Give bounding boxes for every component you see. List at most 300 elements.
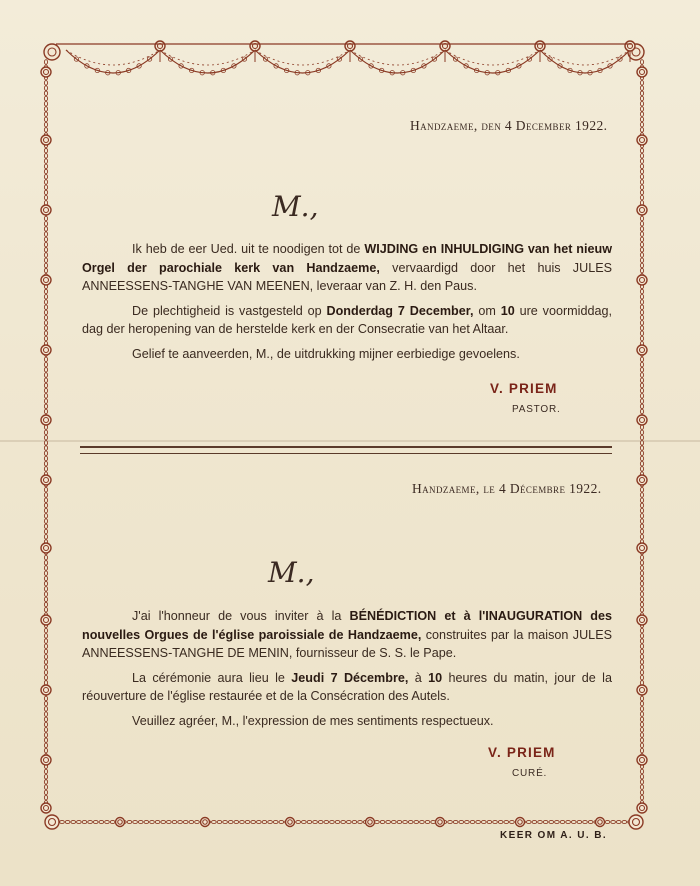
bottom-border-bead — [223, 820, 228, 823]
garland-beads — [445, 50, 540, 65]
bottom-border-bead — [313, 820, 318, 823]
left-border-bead — [44, 101, 47, 106]
french-p2-hour: 10 — [428, 670, 443, 685]
bottom-border-bead — [93, 820, 98, 823]
right-border-bead — [640, 696, 643, 701]
left-border-bead — [44, 712, 47, 717]
left-border-bead — [44, 665, 47, 670]
bottom-border-bead — [279, 820, 284, 823]
bottom-border-bead — [296, 820, 301, 823]
bottom-border-bead — [408, 820, 413, 823]
left-border-bead — [44, 107, 47, 112]
right-border-bead — [640, 566, 643, 571]
bottom-rose — [366, 818, 375, 827]
left-rose — [41, 755, 51, 765]
left-border-bead — [44, 357, 47, 362]
right-border-bead — [640, 581, 643, 586]
left-border-bead — [44, 86, 47, 91]
left-border-bead — [44, 639, 47, 644]
right-border-bead — [640, 86, 643, 91]
left-border-bead — [44, 529, 47, 534]
right-border-bead — [640, 315, 643, 320]
bottom-border-bead — [392, 820, 397, 823]
left-border-bead — [44, 628, 47, 633]
bottom-border-bead — [583, 820, 588, 823]
left-border-bead — [44, 388, 47, 393]
bottom-border-bead — [577, 820, 582, 823]
left-border-bead — [44, 576, 47, 581]
bottom-border-bead — [65, 820, 70, 823]
left-rose — [41, 67, 51, 77]
right-border-bead — [640, 112, 643, 117]
garland-knot — [250, 41, 260, 51]
dutch-date: Handzaeme, den 4 December 1922. — [410, 118, 608, 133]
dutch-paragraph-2 — [82, 302, 612, 339]
dutch-p2-text-mid: om — [473, 303, 501, 318]
bottom-border-bead — [504, 820, 509, 823]
left-border-bead — [44, 487, 47, 492]
right-border-bead — [640, 524, 643, 529]
bottom-border-bead — [498, 820, 503, 823]
right-border-bead — [640, 493, 643, 498]
left-border-bead — [44, 394, 47, 399]
right-border-bead — [640, 154, 643, 159]
right-border-bead — [640, 174, 643, 179]
left-rose — [41, 205, 51, 215]
bottom-border-bead — [358, 820, 363, 823]
bottom-border-bead — [380, 820, 385, 823]
right-rose — [637, 205, 647, 215]
right-border-bead — [640, 227, 643, 232]
right-rose — [637, 803, 647, 813]
right-rose — [637, 475, 647, 485]
dutch-p2-text: De plechtigheid is vastgesteld op — [132, 303, 327, 318]
left-border-bead — [44, 373, 47, 378]
right-border-bead — [640, 148, 643, 153]
left-border-bead — [44, 748, 47, 753]
left-rose — [41, 275, 51, 285]
right-border-bead — [640, 654, 643, 659]
right-border-bead — [640, 597, 643, 602]
left-border-bead — [44, 670, 47, 675]
bottom-border-bead — [510, 820, 515, 823]
bottom-border-bead — [82, 820, 87, 823]
bottom-border-bead — [549, 820, 554, 823]
left-border-bead — [44, 91, 47, 96]
bottom-border-bead — [481, 820, 486, 823]
dutch-salutation: M., — [272, 190, 319, 223]
left-border-bead — [44, 649, 47, 654]
bottom-border-bead — [228, 820, 233, 823]
french-date: Handzaeme, le 4 Décembre 1922. — [412, 481, 602, 496]
bottom-border-bead — [133, 820, 138, 823]
right-border-bead — [640, 388, 643, 393]
right-border-bead — [640, 195, 643, 200]
left-border-bead — [44, 336, 47, 341]
left-border-bead — [44, 508, 47, 513]
right-border-bead — [640, 101, 643, 106]
left-border-bead — [44, 555, 47, 560]
right-border-bead — [640, 717, 643, 722]
bottom-border-bead — [144, 820, 149, 823]
left-border-bead — [44, 727, 47, 732]
french-paragraph-2 — [82, 669, 612, 706]
left-border-bead — [44, 154, 47, 159]
right-border-bead — [640, 91, 643, 96]
bottom-border-bead — [240, 820, 245, 823]
left-rose — [41, 475, 51, 485]
right-border-bead — [640, 644, 643, 649]
left-border-bead — [44, 96, 47, 101]
bottom-border-bead — [431, 820, 436, 823]
bottom-border-bead — [605, 820, 610, 823]
left-rose — [41, 685, 51, 695]
bottom-border-bead — [335, 820, 340, 823]
garland-knot — [535, 41, 545, 51]
right-border-bead — [640, 790, 643, 795]
left-border-bead — [44, 634, 47, 639]
bottom-rose — [436, 818, 445, 827]
left-border-bead — [44, 790, 47, 795]
bottom-border-bead — [302, 820, 307, 823]
left-border-bead — [44, 258, 47, 263]
left-border-bead — [44, 707, 47, 712]
bottom-border-bead — [347, 820, 352, 823]
bottom-border-bead — [476, 820, 481, 823]
right-border-bead — [640, 555, 643, 560]
left-border-bead — [44, 534, 47, 539]
right-border-bead — [640, 60, 643, 65]
left-border-bead — [44, 310, 47, 315]
bottom-border-bead — [71, 820, 76, 823]
french-salutation: M., — [268, 556, 315, 589]
left-border-bead — [44, 566, 47, 571]
bottom-border-bead — [543, 820, 548, 823]
bottom-border-bead — [318, 820, 323, 823]
bottom-border-bead — [375, 820, 380, 823]
french-p2-text-end: heures du matin, jour de la réouverture de l'église restaurée et de la Consécration des Autels. — [82, 670, 612, 703]
left-rose — [41, 135, 51, 145]
left-border-bead — [44, 524, 47, 529]
french-p1-text-end: construites par la maison JULES ANNEESSENS-TANGHE DE MENIN, fournisseur de S. S. le Pape. — [82, 627, 612, 660]
dutch-signature: V. PRIEM — [490, 381, 558, 396]
left-border-bead — [44, 519, 47, 524]
right-border-bead — [640, 128, 643, 133]
right-border-bead — [640, 446, 643, 451]
left-border-bead — [44, 263, 47, 268]
bottom-rose — [516, 818, 525, 827]
bottom-border-bead — [268, 820, 273, 823]
right-border-bead — [640, 378, 643, 383]
right-border-bead — [640, 300, 643, 305]
right-border-bead — [640, 748, 643, 753]
left-border-bead — [44, 430, 47, 435]
left-border-bead — [44, 607, 47, 612]
french-paragraph-1 — [82, 607, 612, 663]
bottom-border-bead — [105, 820, 110, 823]
right-border-bead — [640, 602, 643, 607]
left-border-bead — [44, 81, 47, 86]
right-border-bead — [640, 232, 643, 237]
garland-beads — [66, 50, 160, 65]
right-border-bead — [640, 258, 643, 263]
right-border-bead — [640, 722, 643, 727]
bottom-border-bead — [127, 820, 132, 823]
right-border-bead — [640, 780, 643, 785]
left-border-bead — [44, 315, 47, 320]
right-rose — [637, 615, 647, 625]
right-border-bead — [640, 107, 643, 112]
right-border-bead — [640, 534, 643, 539]
left-border-bead — [44, 174, 47, 179]
left-border-bead — [44, 592, 47, 597]
bottom-border-bead — [183, 820, 188, 823]
garland-beads — [540, 50, 630, 65]
right-border-bead — [640, 435, 643, 440]
left-border-bead — [44, 294, 47, 299]
left-border-bead — [44, 675, 47, 680]
bottom-border-bead — [403, 820, 408, 823]
dutch-p2-date: Donderdag 7 December, — [326, 303, 474, 318]
bottom-border-bead — [172, 820, 177, 823]
right-rose — [637, 275, 647, 285]
right-border-bead — [640, 774, 643, 779]
right-border-bead — [640, 373, 643, 378]
left-border-bead — [44, 561, 47, 566]
left-border-bead — [44, 701, 47, 706]
right-border-bead — [640, 587, 643, 592]
bottom-border-bead — [330, 820, 335, 823]
right-border-bead — [640, 237, 643, 242]
left-border-bead — [44, 248, 47, 253]
bottom-border-bead — [212, 820, 217, 823]
left-border-bead — [44, 597, 47, 602]
left-border-bead — [44, 738, 47, 743]
right-border-bead — [640, 180, 643, 185]
right-rose — [637, 685, 647, 695]
left-border-bead — [44, 774, 47, 779]
right-border-bead — [640, 576, 643, 581]
bottom-border-bead — [273, 820, 278, 823]
bottom-border-bead — [307, 820, 312, 823]
french-p2-text-mid: à — [408, 670, 429, 685]
section-divider — [80, 446, 612, 454]
left-border-bead — [44, 180, 47, 185]
dutch-paragraph-1 — [82, 240, 612, 296]
right-border-bead — [640, 399, 643, 404]
left-border-bead — [44, 195, 47, 200]
left-border-bead — [44, 227, 47, 232]
left-border-bead — [44, 441, 47, 446]
french-p2-date: Jeudi 7 Décembre, — [291, 670, 409, 685]
bottom-border-bead — [178, 820, 183, 823]
bottom-border-bead — [414, 820, 419, 823]
left-border-bead — [44, 399, 47, 404]
right-border-bead — [640, 326, 643, 331]
bottom-border-bead — [622, 820, 627, 823]
left-border-bead — [44, 722, 47, 727]
left-border-bead — [44, 456, 47, 461]
right-border-bead — [640, 738, 643, 743]
right-rose — [637, 67, 647, 77]
right-border-bead — [640, 649, 643, 654]
right-rose — [637, 543, 647, 553]
right-border-bead — [640, 660, 643, 665]
right-border-bead — [640, 607, 643, 612]
right-border-bead — [640, 733, 643, 738]
right-border-bead — [640, 769, 643, 774]
dutch-p1-text: Ik heb de eer Ued. uit te noodigen tot de — [132, 242, 365, 256]
left-border-bead — [44, 795, 47, 800]
left-border-bead — [44, 571, 47, 576]
garland-swag — [66, 50, 160, 73]
garland-swag — [350, 50, 445, 73]
bottom-border-bead — [560, 820, 565, 823]
left-border-bead — [44, 232, 47, 237]
bottom-border-bead — [99, 820, 104, 823]
bottom-border-bead — [138, 820, 143, 823]
bottom-border-bead — [352, 820, 357, 823]
bottom-border-bead — [167, 820, 172, 823]
right-border-bead — [640, 248, 643, 253]
garland-knot — [625, 41, 635, 51]
bottom-border-bead — [155, 820, 160, 823]
left-border-bead — [44, 493, 47, 498]
right-border-bead — [640, 242, 643, 247]
right-border-bead — [640, 159, 643, 164]
left-border-bead — [44, 409, 47, 414]
bottom-border-bead — [611, 820, 616, 823]
right-border-bead — [640, 592, 643, 597]
bottom-border-bead — [234, 820, 239, 823]
left-border-bead — [44, 60, 47, 65]
garland-swag — [540, 50, 630, 73]
left-border-bead — [44, 602, 47, 607]
garland-knot — [345, 41, 355, 51]
left-border-bead — [44, 289, 47, 294]
right-border-bead — [640, 701, 643, 706]
right-border-bead — [640, 305, 643, 310]
left-border-bead — [44, 451, 47, 456]
right-rose — [637, 755, 647, 765]
right-border-bead — [640, 503, 643, 508]
bottom-border-bead — [566, 820, 571, 823]
left-border-bead — [44, 654, 47, 659]
left-border-bead — [44, 514, 47, 519]
bottom-border-bead — [195, 820, 200, 823]
right-border-bead — [640, 409, 643, 414]
right-border-bead — [640, 785, 643, 790]
bottom-border-bead — [459, 820, 464, 823]
dutch-p1-text-end: vervaardigd door het huis JULES ANNEESSENS-TANGHE VAN MEENEN, leveraar van Z. H. den Paus. — [82, 260, 612, 293]
left-border-bead — [44, 498, 47, 503]
left-border-bead — [44, 378, 47, 383]
left-border-bead — [44, 733, 47, 738]
left-border-bead — [44, 190, 47, 195]
left-border-bead — [44, 216, 47, 221]
garland-swag — [445, 50, 540, 73]
right-border-bead — [640, 743, 643, 748]
bottom-border-bead — [448, 820, 453, 823]
right-border-bead — [640, 795, 643, 800]
bottom-border-bead — [555, 820, 560, 823]
left-rose — [41, 345, 51, 355]
french-signature: V. PRIEM — [488, 745, 556, 760]
bottom-border-bead — [110, 820, 115, 823]
right-border-bead — [640, 628, 643, 633]
bottom-border-bead — [532, 820, 537, 823]
right-border-bead — [640, 712, 643, 717]
bottom-border-bead — [150, 820, 155, 823]
bottom-border-bead — [588, 820, 593, 823]
right-border-bead — [640, 321, 643, 326]
left-border-bead — [44, 362, 47, 367]
right-border-bead — [640, 461, 643, 466]
corner-rose-top-left — [44, 44, 60, 60]
right-border-bead — [640, 367, 643, 372]
left-border-bead — [44, 169, 47, 174]
right-border-bead — [640, 561, 643, 566]
right-border-bead — [640, 639, 643, 644]
right-border-bead — [640, 253, 643, 258]
left-border-bead — [44, 717, 47, 722]
left-border-bead — [44, 148, 47, 153]
garland-knot — [155, 41, 165, 51]
right-border-bead — [640, 508, 643, 513]
left-border-bead — [44, 587, 47, 592]
left-border-bead — [44, 326, 47, 331]
right-border-bead — [640, 514, 643, 519]
right-border-bead — [640, 185, 643, 190]
bottom-border-bead — [88, 820, 93, 823]
french-body — [82, 607, 612, 736]
bottom-border-bead — [526, 820, 531, 823]
garland-swag — [255, 50, 350, 73]
right-border-bead — [640, 456, 643, 461]
turn-over-note: KEER OM A. U. B. — [500, 830, 608, 841]
corner-rose-bottom-right — [629, 815, 643, 829]
bottom-rose — [201, 818, 210, 827]
french-paragraph-3: Veuillez agréer, M., l'expression de mes sentiments respectueux. — [132, 713, 494, 728]
dutch-p2-hour: 10 — [500, 303, 515, 318]
bottom-border-bead — [324, 820, 329, 823]
bottom-border-bead — [386, 820, 391, 823]
right-border-bead — [640, 117, 643, 122]
right-border-bead — [640, 169, 643, 174]
bottom-rose — [596, 818, 605, 827]
right-rose — [637, 345, 647, 355]
left-border-bead — [44, 237, 47, 242]
left-border-bead — [44, 242, 47, 247]
left-border-bead — [44, 300, 47, 305]
left-rose — [41, 543, 51, 553]
right-rose — [637, 135, 647, 145]
right-border-bead — [640, 487, 643, 492]
right-border-bead — [640, 289, 643, 294]
right-border-bead — [640, 727, 643, 732]
right-border-bead — [640, 498, 643, 503]
bottom-border-bead — [262, 820, 267, 823]
bottom-border-bead — [453, 820, 458, 823]
dutch-paragraph-3: Gelief te aanveerden, M., de uitdrukking mijner eerbiedige gevoelens. — [132, 346, 520, 361]
bottom-border-bead — [77, 820, 82, 823]
french-role: CURÉ. — [512, 768, 548, 779]
right-border-bead — [640, 665, 643, 670]
dutch-body — [82, 240, 612, 369]
right-border-bead — [640, 394, 643, 399]
left-border-bead — [44, 112, 47, 117]
left-border-bead — [44, 780, 47, 785]
